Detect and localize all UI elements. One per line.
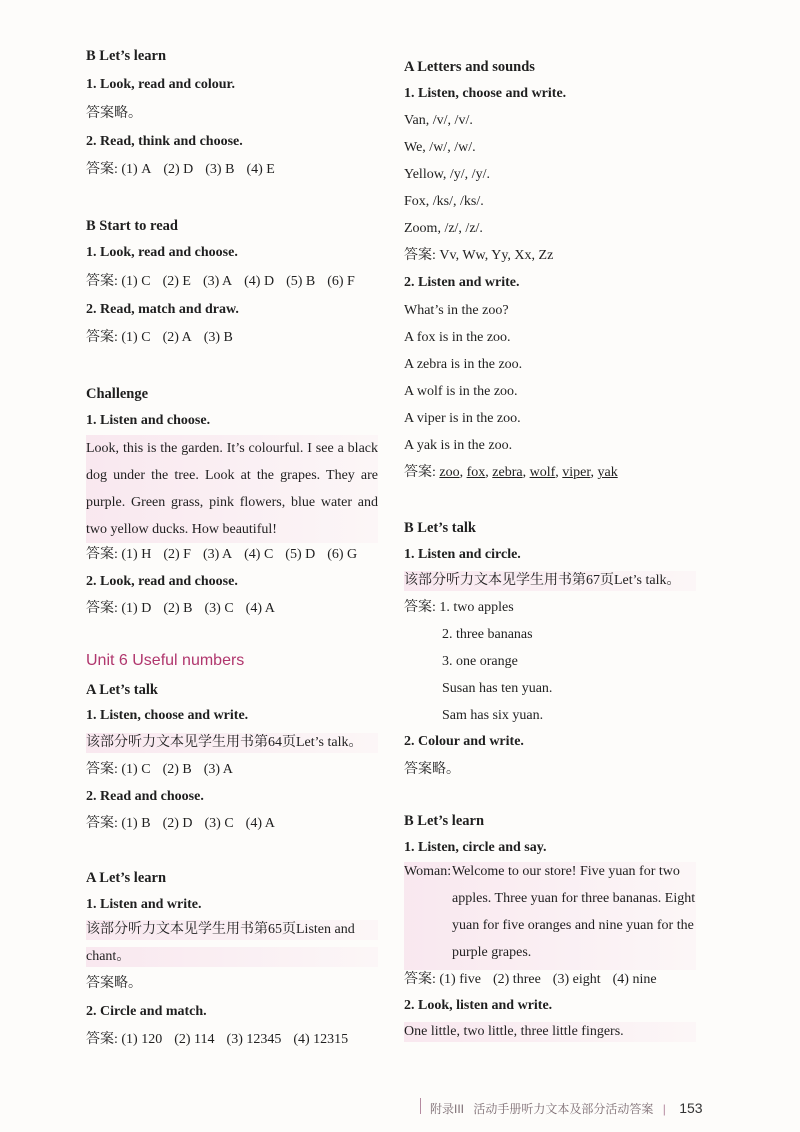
speaker-label: Woman: [404,864,452,879]
text-line: A viper is in the zoo. [404,411,521,426]
question: 2. Look, listen and write. [404,998,553,1013]
listening-note: 该部分听力文本见学生用书第67页Let’s talk。 [404,571,696,591]
question: 1. Look, read and choose. [86,245,238,260]
section-heading: Challenge [86,386,149,402]
section-heading: A Letters and sounds [404,59,535,75]
footer-title: 活动手册听力文本及部分活动答案 [473,1102,654,1116]
section-heading: B Let’s talk [404,520,476,536]
answer: 答案: (1) 120 (2) 114 (3) 12345 (4) 12315 [86,1032,349,1047]
question: 1. Listen, circle and say. [404,840,547,855]
question: 2. Listen and write. [404,275,520,290]
answer: Sam has six yuan. [442,708,544,723]
listening-text: One little, two little, three little fingers. [404,1022,696,1042]
answer: 答案略。 [86,976,142,991]
text-line: A yak is in the zoo. [404,438,513,453]
question: 2. Read, think and choose. [86,134,243,149]
answer: 答案: (1) five (2) three (3) eight (4) nine [404,972,657,987]
answer: 答案: 1. two apples [404,600,514,615]
answer: 答案: (1) H (2) F (3) A (4) C (5) D (6) G [86,547,358,562]
page-number: 153 [679,1100,703,1116]
answer: 答案: (1) A (2) D (3) B (4) E [86,162,275,177]
answer: 2. three bananas [442,627,533,642]
text-line: Yellow, /y/, /y/. [404,167,490,182]
listening-note: chant。 [86,947,378,967]
answer: 答案: (1) C (2) E (3) A (4) D (5) B (6) F [86,274,355,289]
section-heading: B Let’s learn [86,48,167,64]
question: 1. Listen and write. [86,897,202,912]
listening-text: Look, this is the garden. It’s colourful. I see a black dog under the tree. Look at the grapes. They are purple. Green grass, pink flowers, blue water and two yellow ducks. How beautiful! [86,435,378,543]
question: 1. Listen and circle. [404,547,521,562]
text-line: A zebra is in the zoo. [404,357,523,372]
answer: 答案: (1) D (2) B (3) C (4) A [86,601,275,616]
listening-note: 该部分听力文本见学生用书第65页Listen and [86,920,378,940]
question: 1. Listen, choose and write. [404,86,567,101]
listening-note: 该部分听力文本见学生用书第64页Let’s talk。 [86,733,378,753]
footer-divider [420,1098,421,1114]
answer: 答案略。 [86,106,142,121]
unit-title: Unit 6 Useful numbers [86,652,245,669]
text-line: What’s in the zoo? [404,303,509,318]
section-heading: B Start to read [86,218,178,234]
section-heading: A Let’s learn [86,870,167,886]
text-line: Van, /v/, /v/. [404,113,473,128]
text-line: A wolf is in the zoo. [404,384,518,399]
question: 1. Listen, choose and write. [86,708,249,723]
listening-text: Woman: Welcome to our store! Five yuan for two apples. Three yuan for three bananas. Eight yuan for five oranges and nine yuan for the purple grapes. [404,862,696,970]
text-line: Zoom, /z/, /z/. [404,221,483,236]
text-line: We, /w/, /w/. [404,140,476,155]
text-line: Fox, /ks/, /ks/. [404,194,484,209]
footer-label: 附录III [430,1102,465,1116]
page-footer: 附录III 活动手册听力文本及部分活动答案 | 153 [430,1100,703,1116]
question: 2. Colour and write. [404,734,524,749]
question: 1. Listen and choose. [86,413,211,428]
question: 2. Look, read and choose. [86,574,238,589]
answer: 答案: (1) C (2) B (3) A [86,762,233,777]
section-heading: B Let’s learn [404,813,485,829]
text-line: A fox is in the zoo. [404,330,511,345]
answer: 3. one orange [442,654,518,669]
answer: Susan has ten yuan. [442,681,553,696]
question: 2. Circle and match. [86,1004,207,1019]
question: 2. Read and choose. [86,789,204,804]
answer: 答案: (1) B (2) D (3) C (4) A [86,816,275,831]
answer: 答案: (1) C (2) A (3) B [86,330,233,345]
answer: 答案: zoo, fox, zebra, wolf, viper, yak [404,465,618,480]
section-heading: A Let’s talk [86,682,158,698]
question: 2. Read, match and draw. [86,302,239,317]
question: 1. Look, read and colour. [86,77,235,92]
answer: 答案: Vv, Ww, Yy, Xx, Zz [404,248,554,263]
answer: 答案略。 [404,762,460,777]
